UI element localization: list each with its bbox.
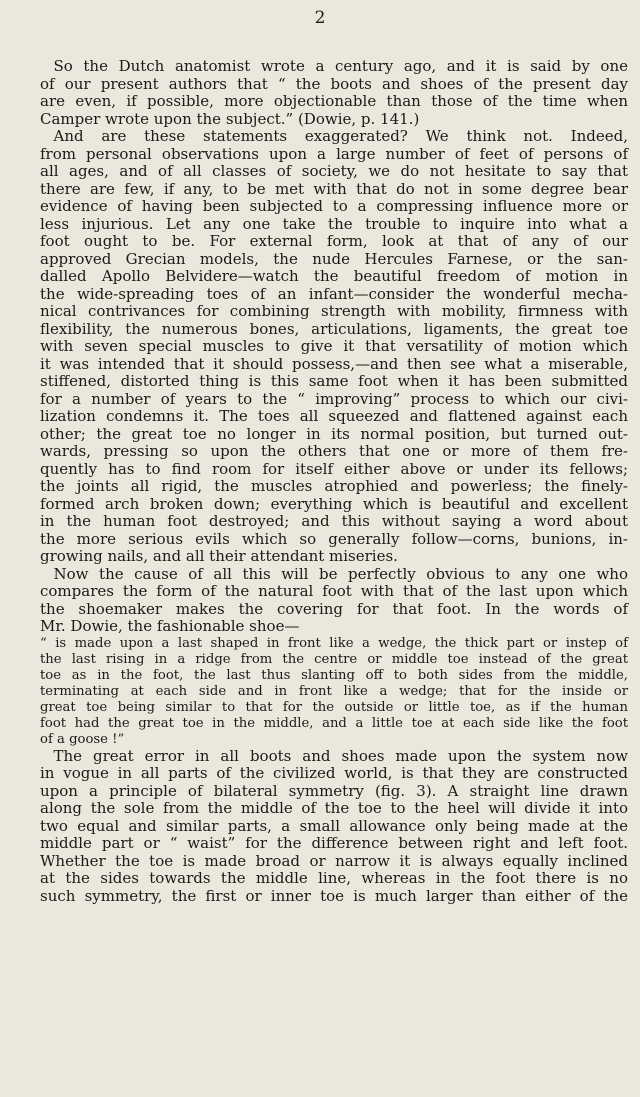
text-line: Whether the toe is made broad or narrow it is always equally inclined <box>40 851 628 870</box>
paragraph-3 <box>40 566 628 636</box>
text-line: The great error in all boots and shoes made upon the system now <box>53 746 628 765</box>
text-line: there are few, if any, to be met with that do not in some degree bear <box>40 179 628 198</box>
text-line: Mr. Dowie, the fashionable shoe— <box>40 617 300 635</box>
body-text <box>40 58 628 905</box>
text-line: at the sides towards the middle line, whereas in the foot there is no <box>40 869 628 887</box>
text-line: all ages, and of all classes of society, we do not hesitate to say that <box>40 162 628 180</box>
text-line: approved Grecian models, the nude Hercules Farnese, or the san- <box>40 249 628 268</box>
text-line: And are these statements exaggerated? We think not. Indeed, <box>53 127 628 145</box>
quote-line: toe as in the foot, the last thus slanting off to both sides from the middle, <box>40 667 628 683</box>
text-line: the shoemaker makes the covering for that foot. In the words of <box>40 599 628 618</box>
text-line: So the Dutch anatomist wrote a century ago, and it is said by one <box>53 57 628 75</box>
text-line: dalled Apollo Belvidere—watch the beautiful freedom of motion in <box>40 267 628 285</box>
text-line: Camper wrote upon the subject.” (Dowie, p. 141.) <box>40 109 420 128</box>
text-line: along the sole from the middle of the toe to the heel will divide it into <box>40 799 628 817</box>
text-line: Now the cause of all this will be perfectly obvious to any one who <box>53 564 628 583</box>
quote-line: terminating at each side and in front like a wedge; that for the inside or <box>40 683 628 699</box>
text-line: other; the great toe no longer in its normal position, but turned out- <box>40 424 628 443</box>
block-quote <box>40 636 628 748</box>
text-line: for a number of years to the “ improving” process to which our civi- <box>40 389 628 408</box>
text-line: are even, if possible, more objectionable than those of the time when <box>40 92 628 110</box>
paragraph-4 <box>40 748 628 906</box>
text-line: the wide-spreading toes of an infant—consider the wonderful mecha- <box>40 284 628 303</box>
text-line: two equal and similar parts, a small allowance only being made at the <box>40 816 628 835</box>
text-line: in vogue in all parts of the civilized world, is that they are constructed <box>40 764 628 782</box>
quote-line: foot had the great toe in the middle, and a little toe at each side like the foot <box>40 715 628 731</box>
text-line: wards, pressing so upon the others that one or more of them fre- <box>40 442 628 460</box>
text-line: foot ought to be. For external form, look at that of any of our <box>40 232 628 250</box>
paragraph-2 <box>40 128 628 566</box>
text-line: such symmetry, the first or inner toe is much larger than either of the <box>40 886 628 905</box>
quote-line: “ is made upon a last shaped in front like a wedge, the thick part or instep of <box>40 635 628 651</box>
quote-line: great toe being similar to that for the outside or little toe, as if the human <box>40 699 628 715</box>
text-line: in the human foot destroyed; and this without saying a word about <box>40 512 628 530</box>
text-line: growing nails, and all their attendant miseries. <box>40 547 398 565</box>
text-line: less injurious. Let any one take the trouble to inquire into what a <box>40 214 628 233</box>
text-line: quently has to find room for itself either above or under its fellows; <box>40 459 628 478</box>
text-line: formed arch broken down; everything which is beautiful and excellent <box>40 494 628 513</box>
quote-line: the last rising in a ridge from the centre or middle toe instead of the great <box>40 651 628 667</box>
paragraph-1 <box>40 58 628 128</box>
text-line: from personal observations upon a large number of feet of persons of <box>40 144 628 163</box>
text-line: the more serious evils which so generally follow—corns, bunions, in- <box>40 529 628 548</box>
text-line: with seven special muscles to give it that versatility of motion which <box>40 337 628 355</box>
page-number: 2 <box>314 8 326 28</box>
text-line: nical contrivances for combining strength with mobility, firmness with <box>40 302 628 320</box>
text-line: evidence of having been subjected to a compressing influence more or <box>40 197 628 215</box>
text-line: flexibility, the numerous bones, articulations, ligaments, the great toe <box>40 319 628 338</box>
text-line: it was intended that it should possess,—and then see what a miserable, <box>40 354 628 373</box>
text-line: middle part or “ waist” for the difference between right and left foot. <box>40 834 628 852</box>
text-line: stiffened, distorted thing is this same foot when it has been submitted <box>40 372 628 390</box>
text-line: of our present authors that “ the boots and shoes of the present day <box>40 74 628 93</box>
text-line: lization condemns it. The toes all squeezed and flattened against each <box>40 407 628 425</box>
text-line: compares the form of the natural foot with that of the last upon which <box>40 582 628 600</box>
text-line: the joints all rigid, the muscles atrophied and powerless; the finely- <box>40 477 628 495</box>
text-line: upon a principle of bilateral symmetry (fig. 3). A straight line drawn <box>40 781 628 800</box>
quote-line: of a goose !” <box>40 731 125 747</box>
